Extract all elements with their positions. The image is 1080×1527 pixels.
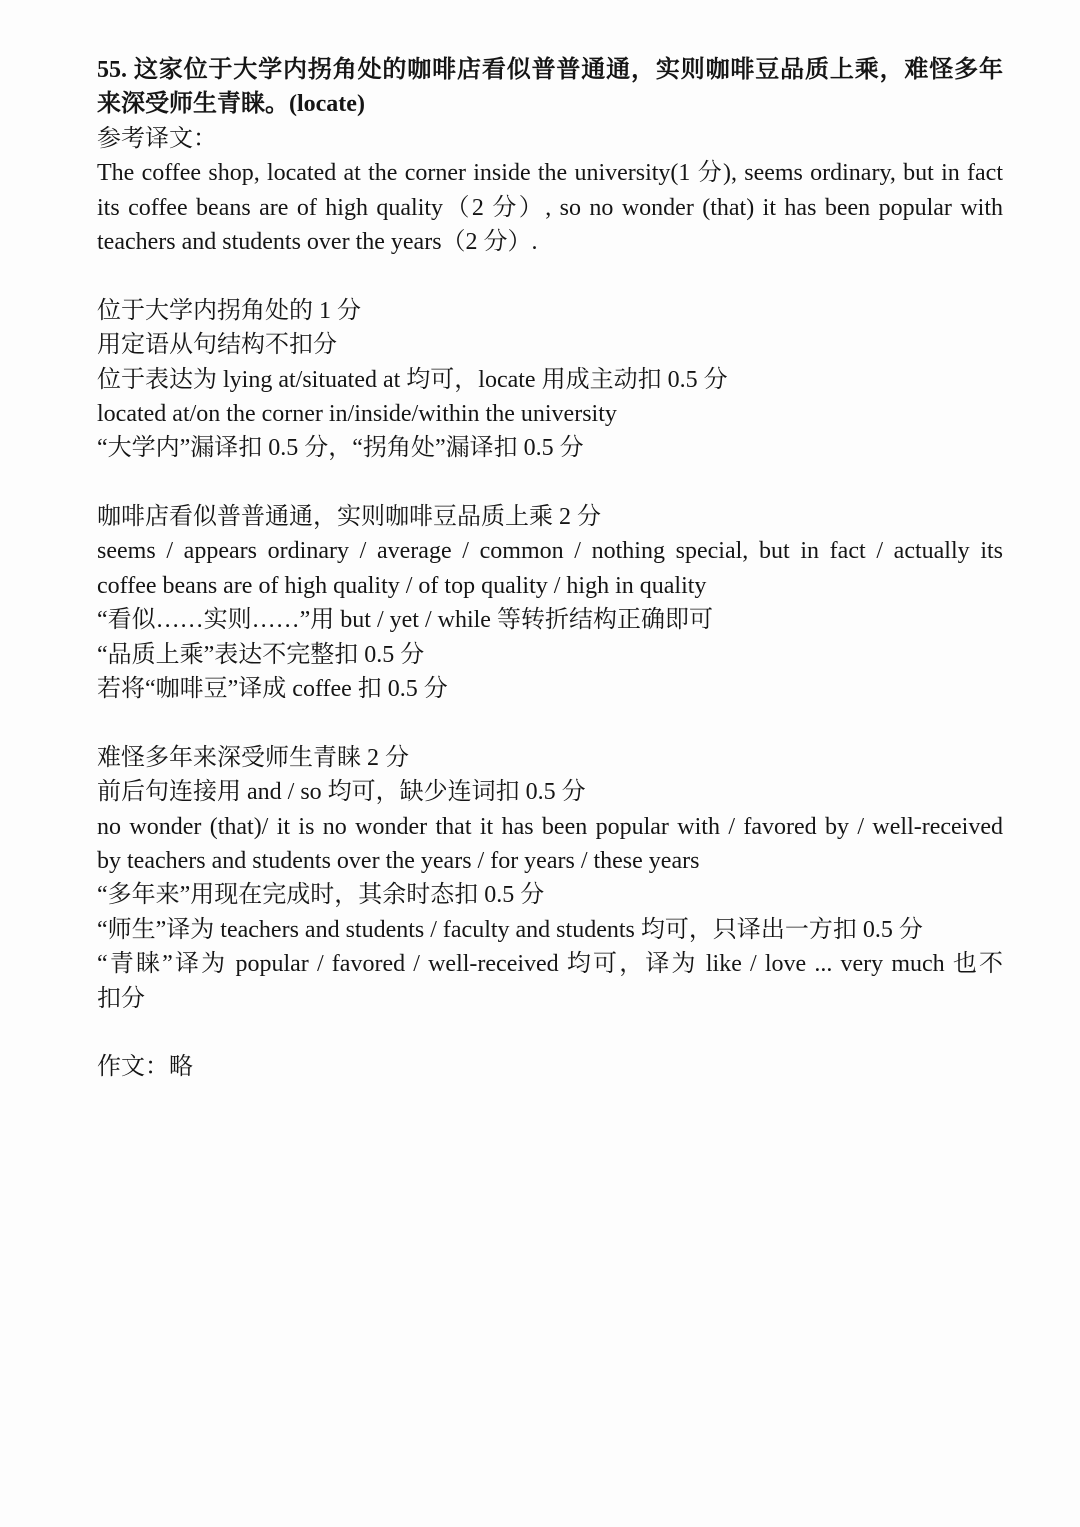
scoring-rule: “品质上乘”表达不完整扣 0.5 分 — [97, 641, 425, 668]
reference-translation-label: 参考译文： — [97, 125, 217, 152]
scoring-rule: 用定语从句结构不扣分 — [97, 332, 337, 359]
question-prompt-line-1 — [97, 53, 1003, 87]
scoring-heading: 位于大学内拐角处的 1 分 — [97, 297, 361, 324]
scoring-block-popularity — [97, 741, 1003, 1016]
scoring-rule: by teachers and students over the years / for years / these years — [97, 847, 700, 874]
scoring-rule: no wonder (that)/ it is no wonder that it has been popular with / favored by / well-received — [97, 813, 1003, 840]
scoring-rule: “师生”译为 teachers and students / faculty and students 均可，只译出一方扣 0.5 分 — [97, 916, 923, 943]
reference-translation-line: its coffee beans are of high quality（2 分）, so no wonder (that) it has been popular with — [97, 194, 1003, 221]
question-prompt-line-2: 来深受师生青睐。(locate) — [97, 91, 365, 118]
essay-label: 作文： — [97, 1054, 169, 1081]
scoring-rule: 若将“咖啡豆”译成 coffee 扣 0.5 分 — [97, 676, 448, 703]
scoring-rule: seems / appears ordinary / average / common / nothing special, but in fact / actually its — [97, 538, 1003, 565]
scoring-rule: 位于表达为 lying at/situated at 均可，locate 用成主动扣 0.5 分 — [97, 366, 728, 393]
question-prompt-text: 这家位于大学内拐角处的咖啡店看似普普通通，实则咖啡豆品质上乘，难怪多年 — [133, 57, 1003, 83]
scoring-rule: coffee beans are of high quality / of top quality / high in quality — [97, 572, 707, 599]
scoring-rule: “青睐”译为 popular / favored / well-received 均可，译为 like / love ... very much 也不 — [97, 951, 1003, 978]
essay-value: 略 — [169, 1054, 193, 1081]
reference-translation-line: The coffee shop, located at the corner inside the university(1 分), seems ordinary, but in fact — [97, 160, 1003, 187]
scoring-block-quality — [97, 500, 1003, 706]
reference-translation-line: teachers and students over the years（2 分）. — [97, 228, 538, 255]
scoring-heading: 难怪多年来深受师生青睐 2 分 — [97, 744, 409, 771]
scoring-rule: located at/on the corner in/inside/within the university — [97, 400, 617, 427]
question-55 — [97, 53, 1003, 259]
scoring-block-location — [97, 294, 1003, 466]
scoring-heading: 咖啡店看似普普通通，实则咖啡豆品质上乘 2 分 — [97, 504, 601, 531]
essay-note — [97, 1050, 1003, 1084]
scoring-rule: “多年来”用现在完成时，其余时态扣 0.5 分 — [97, 882, 545, 909]
scoring-rule: 前后句连接用 and / so 均可，缺少连词扣 0.5 分 — [97, 779, 586, 806]
essay-line — [97, 1050, 1003, 1084]
answer-key — [97, 53, 1003, 1085]
question-number: 55. — [97, 57, 127, 83]
scoring-rule: 扣分 — [97, 985, 145, 1012]
scoring-rule: “大学内”漏译扣 0.5 分，“拐角处”漏译扣 0.5 分 — [97, 435, 584, 462]
scoring-rule: “看似……实则……”用 but / yet / while 等转折结构正确即可 — [97, 607, 713, 634]
